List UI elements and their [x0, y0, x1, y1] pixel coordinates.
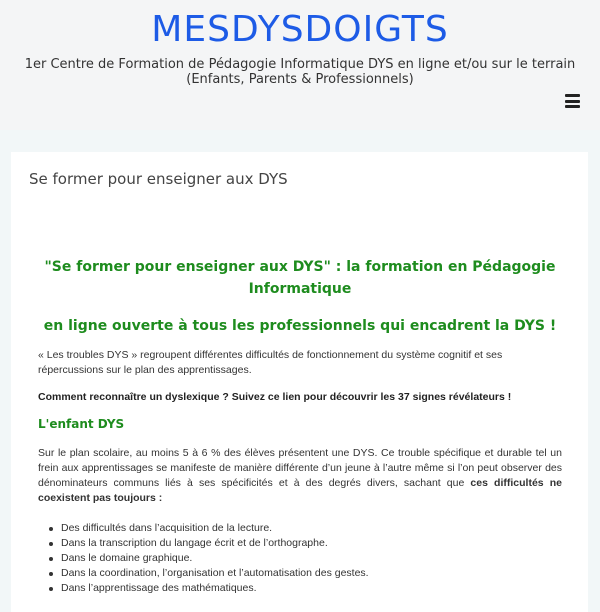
section-heading-enfant-dys: L'enfant DYS [38, 417, 125, 431]
difficulties-list [48, 521, 558, 596]
list-item: Dans l’apprentissage des mathématiques. [48, 581, 558, 596]
page-title: Se former pour enseigner aux DYS [29, 170, 288, 188]
list-item: Des difficultés dans l’acquisition de la lecture. [48, 521, 558, 536]
main-subheading: en ligne ouverte à tous les professionnels qui encadrent la DYS ! [43, 318, 557, 334]
main-heading: "Se former pour enseigner aux DYS" : la formation en Pédagogie Informatique [44, 259, 556, 297]
site-tagline: 1er Centre de Formation de Pédagogie Informatique DYS en ligne et/ou sur le terrain (Enfants, Parents & Professionnels) [24, 57, 576, 87]
list-item: Dans le domaine graphique. [48, 551, 558, 566]
intro-paragraph: « Les troubles DYS » regroupent différentes difficultés de fonctionnement du système cognitif et ses répercussions sur le plan des apprentissages. [38, 349, 503, 376]
site-header [0, 0, 600, 130]
enfant-dys-paragraph [38, 446, 562, 506]
list-item: Dans la coordination, l’organisation et l’automatisation des gestes. [48, 566, 558, 581]
paragraph-bold-text: ces difficultés ne coexistent pas toujours : [38, 477, 562, 504]
site-title[interactable]: MESDYSDOIGTS [151, 9, 449, 50]
dyslexia-signs-link[interactable]: Comment reconnaître un dyslexique ? Suivez ce lien pour découvrir les 37 signes révélateurs ! [38, 391, 512, 403]
list-item: Dans la transcription du langage écrit et de l’orthographe. [48, 536, 558, 551]
paragraph-text: Sur le plan scolaire, au moins 5 à 6 % des élèves présentent une DYS. Ce trouble spécifique et durable tel un frein aux apprentissages se manifeste de manière différente d’un jeune à l’autre même si l’on peut observer des dénominateurs communs liés à ses spécificités et à des degrés divers, sachant que [38, 447, 562, 489]
hamburger-menu-icon[interactable] [565, 94, 580, 108]
